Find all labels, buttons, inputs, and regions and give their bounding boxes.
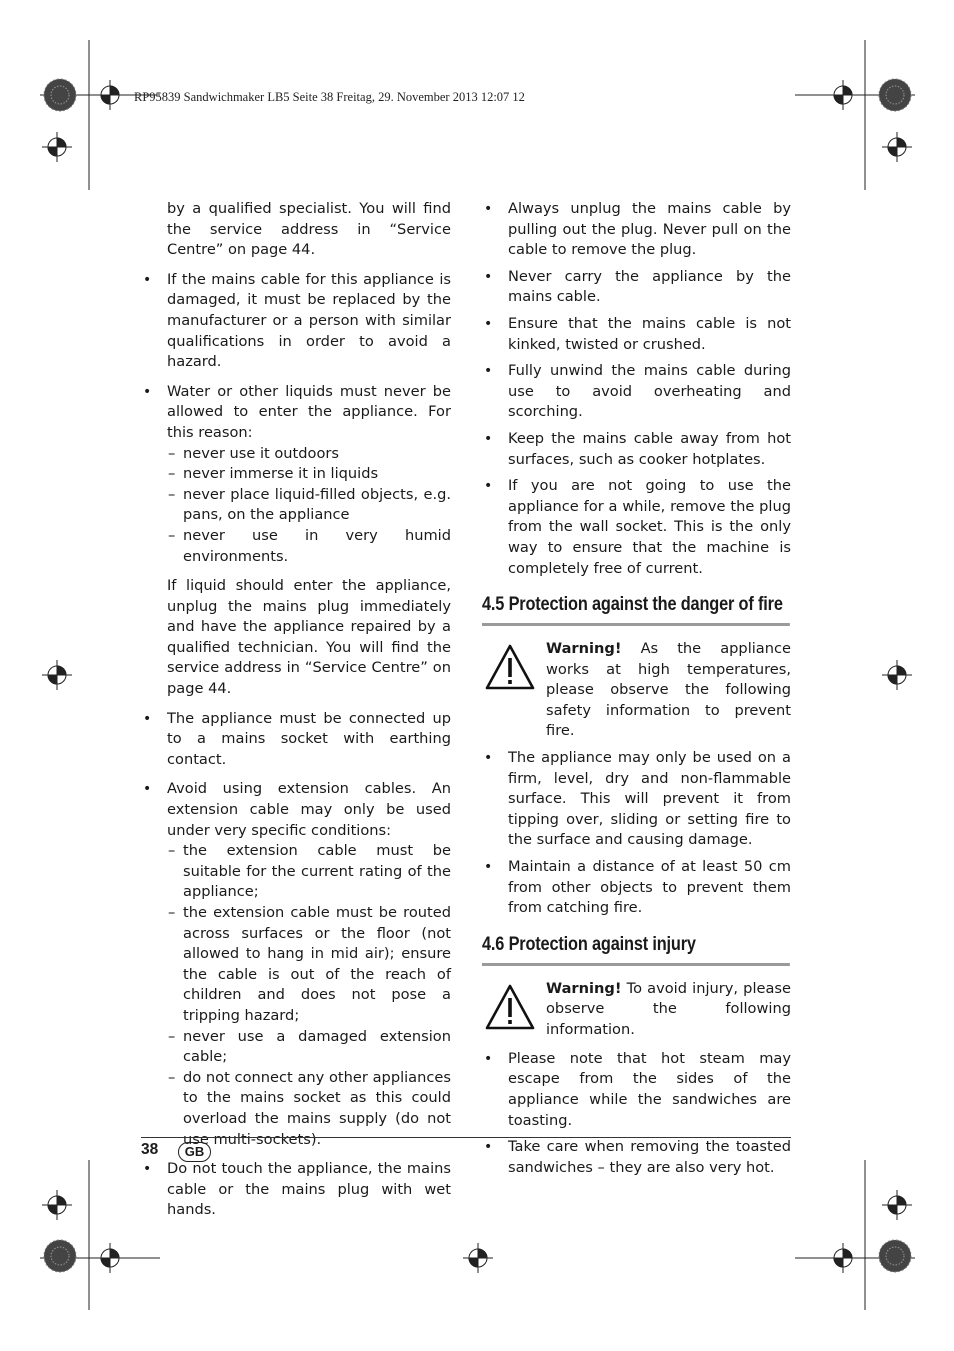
- warning-box-injury: [482, 979, 791, 1043]
- dash-item: – never use a damaged extension cable;: [141, 1027, 451, 1068]
- right-column: [482, 199, 791, 1178]
- dash-item: – the extension cable must be routed across surfaces or the floor (not allowed to hang in mid air); ensure the cable is out of the reach of children and does not pose a tripping hazard;: [141, 903, 451, 1027]
- bullet-carry: • Never carry the appliance by the mains cable.: [482, 267, 791, 308]
- dash-item: – do not connect any other appliances to the mains socket as this could overload the mains supply (do not use multi-sockets).: [141, 1068, 451, 1150]
- bullet-hot-surfaces: • Keep the mains cable away from hot surfaces, such as cooker hotplates.: [482, 429, 791, 470]
- bullet-wet-hands: • Do not touch the appliance, the mains cable or the mains plug with wet hands.: [141, 1159, 451, 1221]
- bullet-remove-plug: • If you are not going to use the appliance for a while, remove the plug from the wall socket. This is the only way to ensure that the machine is completely free of current.: [482, 476, 791, 579]
- footer-rule: [141, 1137, 791, 1138]
- left-column: [141, 199, 451, 1221]
- bullet-extension: • Avoid using extension cables. An extension cable may only be used under very specific conditions:: [141, 779, 451, 841]
- warning-text-injury: Warning! To avoid injury, please observe the following information.: [546, 979, 791, 1038]
- section-heading-fire: 4.5 Protection against the danger of fire: [482, 593, 790, 626]
- print-job-header: RP95839 Sandwichmaker LB5 Seite 38 Freitag, 29. November 2013 12:07 12: [134, 90, 525, 104]
- language-badge: GB: [178, 1142, 211, 1162]
- warning-box-fire: [482, 639, 791, 742]
- page-number: 38: [141, 1141, 159, 1158]
- bullet-kinked: • Ensure that the mains cable is not kinked, twisted or crushed.: [482, 314, 791, 355]
- warning-triangle-icon: [484, 643, 536, 691]
- warning-label: Warning!: [546, 979, 622, 997]
- dash-item: – never use it outdoors: [141, 444, 451, 465]
- bullet-distance: • Maintain a distance of at least 50 cm from other objects to prevent them from catching fire.: [482, 857, 791, 919]
- dash-item: – never use in very humid environments.: [141, 526, 451, 567]
- bullet-earthing: • The appliance must be connected up to a mains socket with earthing contact.: [141, 709, 451, 771]
- bullet-unwind: • Fully unwind the mains cable during use to avoid overheating and scorching.: [482, 361, 791, 423]
- bullet-cable-damaged: • If the mains cable for this appliance is damaged, it must be replaced by the manufacturer or a person with similar qualifications in order to avoid a hazard.: [141, 270, 451, 373]
- bullet-hot-steam: • Please note that hot steam may escape from the sides of the appliance while the sandwiches are toasting.: [482, 1049, 791, 1131]
- liquid-paragraph: If liquid should enter the appliance, unplug the mains plug immediately and have the appliance repaired by a qualified technician. You will find the service address in “Service Centre” on page 44.: [167, 577, 451, 698]
- bullet-unplug: • Always unplug the mains cable by pulling out the plug. Never pull on the cable to remove the plug.: [482, 199, 791, 261]
- dash-item: – the extension cable must be suitable for the current rating of the appliance;: [141, 841, 451, 903]
- bullet-firm-surface: • The appliance may only be used on a firm, level, dry and non-flammable surface. This will prevent it from tipping over, sliding or setting fire to the surface and causing damage.: [482, 748, 791, 851]
- bullet-water: • Water or other liquids must never be allowed to enter the appliance. For this reason:: [141, 382, 451, 444]
- warning-label: Warning!: [546, 640, 622, 658]
- dash-item: – never place liquid-filled objects, e.g. pans, on the appliance: [141, 485, 451, 526]
- bullet-toasted-sandwiches: • Take care when removing the toasted sandwiches – they are also very hot.: [482, 1137, 791, 1178]
- section-heading-injury: 4.6 Protection against injury: [482, 933, 790, 966]
- warning-triangle-icon: [484, 983, 536, 1031]
- dash-item: – never immerse it in liquids: [141, 464, 451, 485]
- warning-text-fire: Warning! As the appliance works at high temperatures, please observe the following safety information to prevent fire.: [546, 640, 791, 740]
- continuation-paragraph: by a qualified specialist. You will find the service address in “Service Centre” on page 44.: [167, 200, 451, 259]
